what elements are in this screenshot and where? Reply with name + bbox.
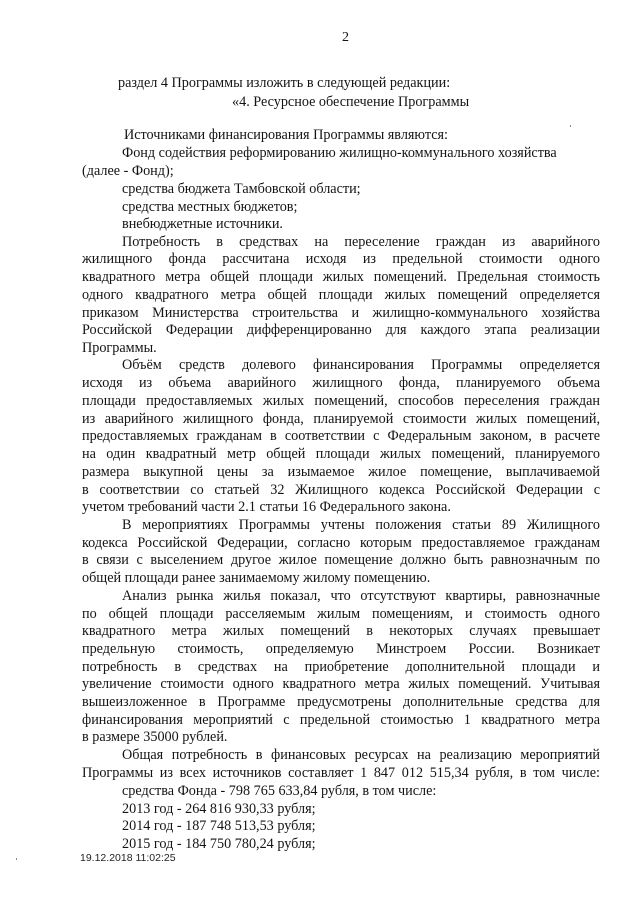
text-line: средства бюджета Тамбовской области; xyxy=(122,181,361,197)
text-line: 2015 год - 184 750 780,24 рубля; xyxy=(122,836,316,852)
text-line: Фонд содействия реформированию жилищно-коммунального хозяйства xyxy=(122,145,557,161)
text-line: Источниками финансирования Программы являются: xyxy=(124,127,448,143)
text-line: одного квадратного метра общей площади жилых помещений определяется xyxy=(82,287,600,303)
text-line: увеличение стоимости одного квадратного метра жилых помещений. Учитывая xyxy=(82,676,600,692)
text-line: Программы. xyxy=(82,340,157,356)
footer-timestamp: 19.12.2018 11:02:25 xyxy=(80,852,176,864)
scan-speck xyxy=(570,125,571,127)
text-line: В мероприятиях Программы учтены положения статьи 89 Жилищного xyxy=(122,517,600,533)
text-line: средства Фонда - 798 765 633,84 рубля, в том числе: xyxy=(122,783,437,799)
text-line: Объём средств долевого финансирования Программы определяется xyxy=(122,357,600,373)
scan-speck xyxy=(16,858,17,860)
text-line: финансирования мероприятий с предельной стоимостью 1 квадратного метра xyxy=(82,712,600,728)
text-line: жилищного фонда рассчитана исходя из предельной стоимости одного xyxy=(82,251,600,267)
text-line: (далее - Фонд); xyxy=(82,163,174,179)
text-line: предельную стоимость, определяемую Минстроем России. Возникает xyxy=(82,641,600,657)
text-line: исходя из объема аварийного жилищного фонда, планируемого объема xyxy=(82,375,600,391)
text-line: Потребность в средствах на переселение граждан из аварийного xyxy=(122,234,600,250)
text-line: предоставляемых гражданам в соответствии с Федеральным законом, в расчете xyxy=(82,428,600,444)
text-line: 2014 год - 187 748 513,53 рубля; xyxy=(122,818,316,834)
text-line: Программы из всех источников составляет 1 847 012 515,34 рубля, в том числе: xyxy=(82,765,600,781)
text-line: кодекса Российской Федерации, согласно которым предоставляемое гражданам xyxy=(82,535,600,551)
text-line: в связи с выселением другое жилое помещение должно быть равнозначным по xyxy=(82,552,600,568)
text-line: из аварийного жилищного фонда, планируемой стоимости жилых помещений, xyxy=(82,411,600,427)
text-line: площади предоставляемых жилых помещений, способов переселения граждан xyxy=(82,393,600,409)
text-line: размера выкупной цены за изымаемое жилое помещение, выплачиваемой xyxy=(82,464,600,480)
section-title: «4. Ресурсное обеспечение Программы xyxy=(232,94,470,110)
text-line: квадратного метра общей площади жилых помещений. Предельная стоимость xyxy=(82,269,600,285)
text-line: потребность в средствах на приобретение дополнительной площади и xyxy=(82,659,600,675)
text-line: учетом требований части 2.1 статьи 16 Федерального закона. xyxy=(82,499,451,515)
text-line: по общей площади расселяемым жилым помещениям, и стоимость одного xyxy=(82,606,600,622)
text-line: вышеизложенное в Программе предусмотрены дополнительные средства для xyxy=(82,694,600,710)
text-line: Анализ рынка жилья показал, что отсутствуют квартиры, равнозначные xyxy=(122,588,600,604)
text-line: Общая потребность в финансовых ресурсах на реализацию мероприятий xyxy=(122,747,600,763)
intro-line: раздел 4 Программы изложить в следующей редакции: xyxy=(118,75,451,91)
page-number: 2 xyxy=(342,30,349,45)
text-line: квадратного метра жилых помещений в некоторых случаях превышает xyxy=(82,623,600,639)
text-line: в размере 35000 рублей. xyxy=(82,729,228,745)
text-line: в соответствии со статьей 32 Жилищного кодекса Российской Федерации с xyxy=(82,482,600,498)
text-line: средства местных бюджетов; xyxy=(122,199,298,215)
text-line: приказом Министерства строительства и жилищно-коммунального хозяйства xyxy=(82,305,600,321)
text-line: общей площади ранее занимаемому жилому помещению. xyxy=(82,570,431,586)
text-line: на один квадратный метр общей площади жилых помещений, планируемого xyxy=(82,446,600,462)
text-line: внебюджетные источники. xyxy=(122,216,283,232)
text-line: Российской Федерации дифференцированно для каждого этапа реализации xyxy=(82,322,600,338)
text-line: 2013 год - 264 816 930,33 рубля; xyxy=(122,801,316,817)
